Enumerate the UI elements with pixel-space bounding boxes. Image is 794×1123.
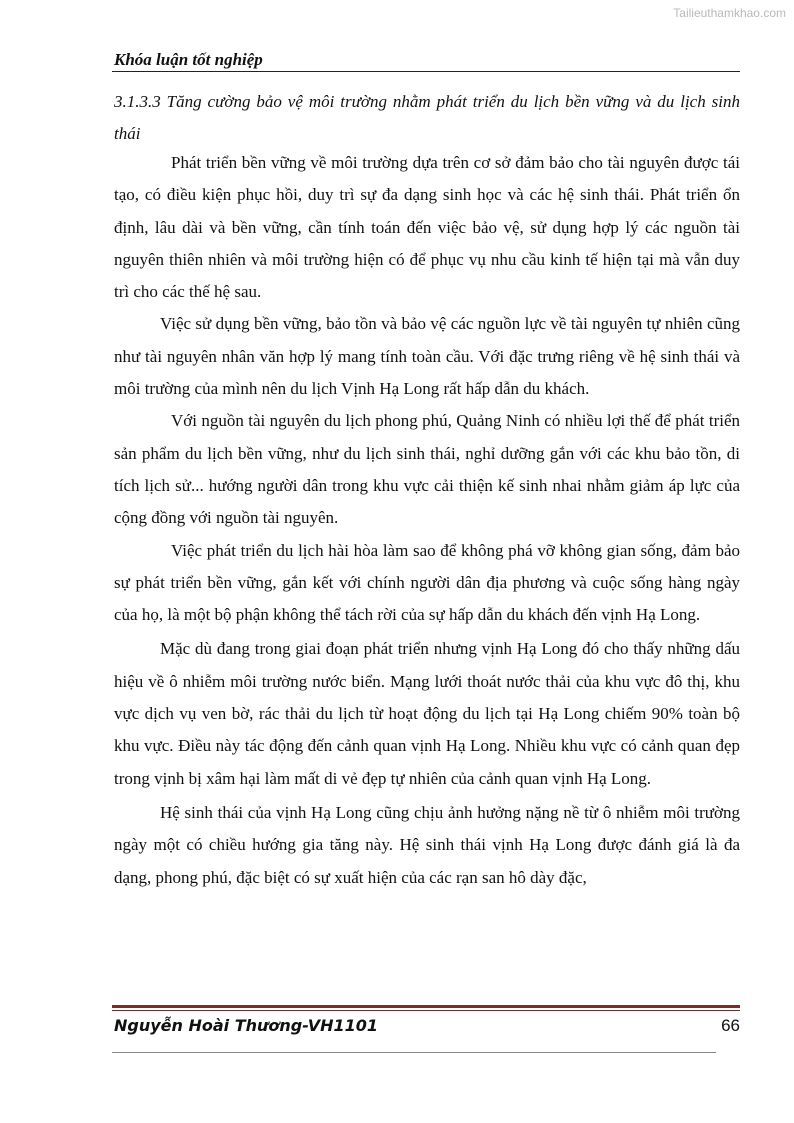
header-divider [112,71,740,72]
paragraph-2: Việc sử dụng bền vững, bảo tồn và bảo vệ các nguồn lực về tài nguyên tự nhiên cũng như tài nguyên nhân văn hợp lý mang tính toàn cầu. Với đặc trưng riêng về hệ sinh thái và môi trường của mình nên du lịch Vịnh Hạ Long rất hấp dẫn du khách. [114,314,740,399]
section-heading: 3.1.3.3 Tăng cường bảo vệ môi trường nhằm phát triển du lịch bền vững và du lịch sinh thái [114,92,740,143]
watermark: Tailieuthamkhao.com [673,6,786,20]
paragraph-4: Việc phát triển du lịch hài hòa làm sao để không phá vỡ không gian sống, đảm bảo sự phát triển bền vững, gắn kết với chính người dân địa phương và cuộc sống hàng ngày của họ, là một bộ phận không thể tách rời của sự hấp dẫn du khách đến vịnh Hạ Long. [114,540,740,625]
body-text [114,147,740,894]
paragraph-5: Mặc dù đang trong giai đoạn phát triển nhưng vịnh Hạ Long đó cho thấy những dấu hiệu về ô nhiễm môi trường nước biển. Mạng lưới thoát nước thải của khu vực đô thị, khu vực dịch vụ ven bờ, rác thải du lịch từ hoạt động du lịch tại Hạ Long chiếm 90% toàn bộ khu vực. Điều này tác động đến cảnh quan vịnh Hạ Long. Nhiều khu vực có cảnh quan đẹp trong vịnh bị xâm hại làm mất di vẻ đẹp tự nhiên của cảnh quan vịnh Hạ Long. [114,639,740,788]
footer-divider-thick [112,1005,740,1008]
paragraph-1: Phát triển bền vững về môi trường dựa trên cơ sở đảm bảo cho tài nguyên được tái tạo, có điều kiện phục hồi, duy trì sự đa dạng sinh học và các hệ sinh thái. Phát triển ổn định, lâu dài và bền vững, cần tính toán đến việc bảo vệ, sử dụng hợp lý các nguồn tài nguyên thiên nhiên và môi trường hiện có để phục vụ nhu cầu kinh tế hiện tại mà vẫn duy trì cho các thế hệ sau. [114,153,740,302]
paragraph-3: Với nguồn tài nguyên du lịch phong phú, Quảng Ninh có nhiều lợi thế để phát triển sản phẩm du lịch bền vững, như du lịch sinh thái, nghỉ dưỡng gắn với các khu bảo tồn, di tích lịch sử... hướng người dân trong khu vực cải thiện kế sinh nhai nhằm giảm áp lực của cộng đồng với nguồn tài nguyên. [114,411,740,528]
page-header-title: Khóa luận tốt nghiệp [114,50,263,69]
footer-divider-thin [112,1010,740,1011]
footer-author: Nguyễn Hoài Thương-VH1101 [114,1016,379,1035]
paragraph-6: Hệ sinh thái của vịnh Hạ Long cũng chịu ảnh hưởng nặng nề từ ô nhiễm môi trường ngày một có chiều hướng gia tăng này. Hệ sinh thái vịnh Hạ Long được đánh giá là đa dạng, phong phú, đặc biệt có sự xuất hiện của các rạn san hô dày đặc, [114,802,740,887]
page-number: 66 [721,1016,740,1035]
footer-bottom-divider [112,1052,716,1053]
